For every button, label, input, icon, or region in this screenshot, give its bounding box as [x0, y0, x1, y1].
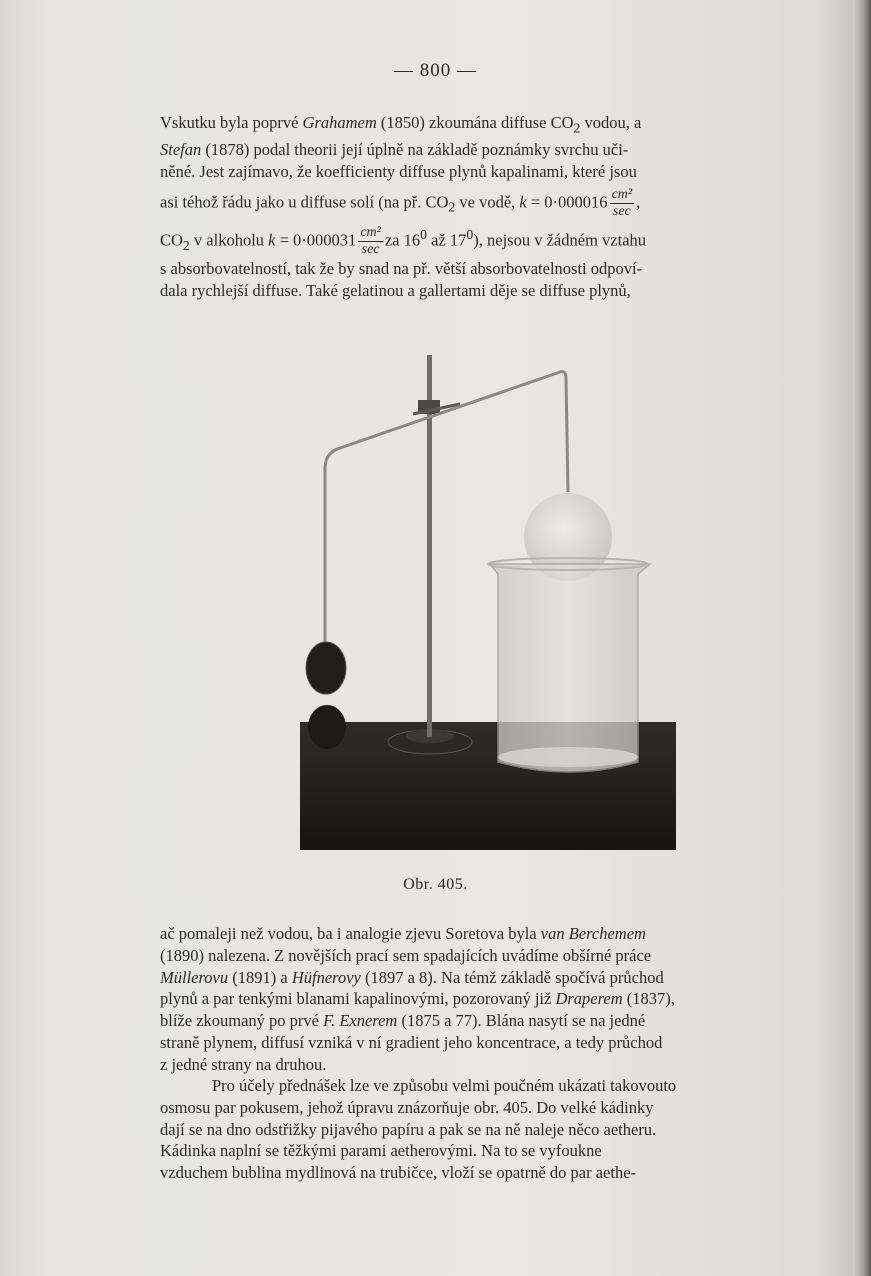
text-line: něné. Jest zajímavo, že koefficienty diffuse plynů kapalinami, které jsou [160, 161, 637, 181]
text-line: Pro účely přednášek lze ve způsobu velmi poučném ukázati takovouto [212, 1076, 677, 1095]
text-line: Vskutku byla poprvé Grahamem (1850) zkoumána diffuse $CO_2$ vodou, a [160, 113, 642, 136]
paragraph-3 [160, 1075, 810, 1184]
text-line: blíže zkoumaný po prvé F. Exnerem (1875 a 77). Blána nasytí se na jedné [160, 1011, 646, 1031]
glass-beaker [490, 564, 650, 772]
text-line: vzduchem bublina mydlinová na trubičce, vloží se opatrně do par aethe- [160, 1163, 637, 1183]
page-number: — 800 — [394, 60, 477, 81]
rubber-bulb-upper [306, 642, 346, 694]
text-line: osmosu par pokusem, jehož úpravu znázorňuje obr. 405. Do velké kádinky [160, 1097, 654, 1117]
text-line: Kádinka naplní se těžkými parami aetherovými. Na to se vyfoukne [160, 1141, 602, 1161]
text-line: straně plynem, diffusí vzniká v ní gradient jeho koncentrace, a tedy průchod [160, 1032, 663, 1052]
text-line: dala rychlejší diffuse. Také gelatinou a gallertami děje se diffuse plynů, [160, 280, 631, 300]
paragraph-2 [160, 923, 810, 1076]
text-line: s absorbovatelností, tak že by snad na př. větší absorbovatelnosti odpoví- [160, 258, 643, 278]
fraction: $\frac{\text{cm²}}{\sec}$ [611, 186, 633, 219]
text-line: ač pomaleji než vodou, ba i analogie zjevu Soretova byla van Berchemem [160, 924, 646, 943]
text-line: plynů a par tenkými blanami kapalinovými, pozorovaný již Draperem (1837), [160, 989, 675, 1009]
text-line: $CO_2$ v alkoholu k = 0·000031 $\frac{\text{cm²}}{\sec}$ za $16^0$ až $17^0$), nejsou v žádném vztahu [160, 224, 647, 257]
page-edge-shadow [853, 0, 871, 1276]
glass-tube-left [325, 448, 340, 652]
figure-caption: Obr. 405. [403, 876, 468, 893]
text-line: Stefan (1878) podal theorii její úplně na základě poznámky svrchu uči- [160, 140, 629, 160]
apparatus-illustration [300, 352, 676, 850]
paragraph-1 [160, 112, 810, 302]
text-line: Müllerovu (1891) a Hüfnerovy (1897 a 8). Na témž základě spočívá průchod [160, 967, 664, 987]
text-line: dají se na dno odstřižky pijavého papíru a pak se na ně naleje něco aetheru. [160, 1119, 657, 1139]
glass-tube-right [340, 372, 568, 492]
text-line: (1890) nalezena. Z novějších prací sem spadajících uvádíme obšírné práce [160, 945, 652, 965]
text-line: asi téhož řádu jako u diffuse solí (na př. $CO_2$ ve vodě, k = 0·000016 $\frac{\text{cm²}}{\sec}$ , [160, 186, 641, 219]
fraction: $\frac{\text{cm²}}{\sec}$ [360, 224, 381, 257]
rubber-bulb-lower [308, 705, 346, 749]
figure-apparatus-photo [300, 352, 676, 850]
text-line: z jedné strany na druhou. [160, 1054, 327, 1074]
